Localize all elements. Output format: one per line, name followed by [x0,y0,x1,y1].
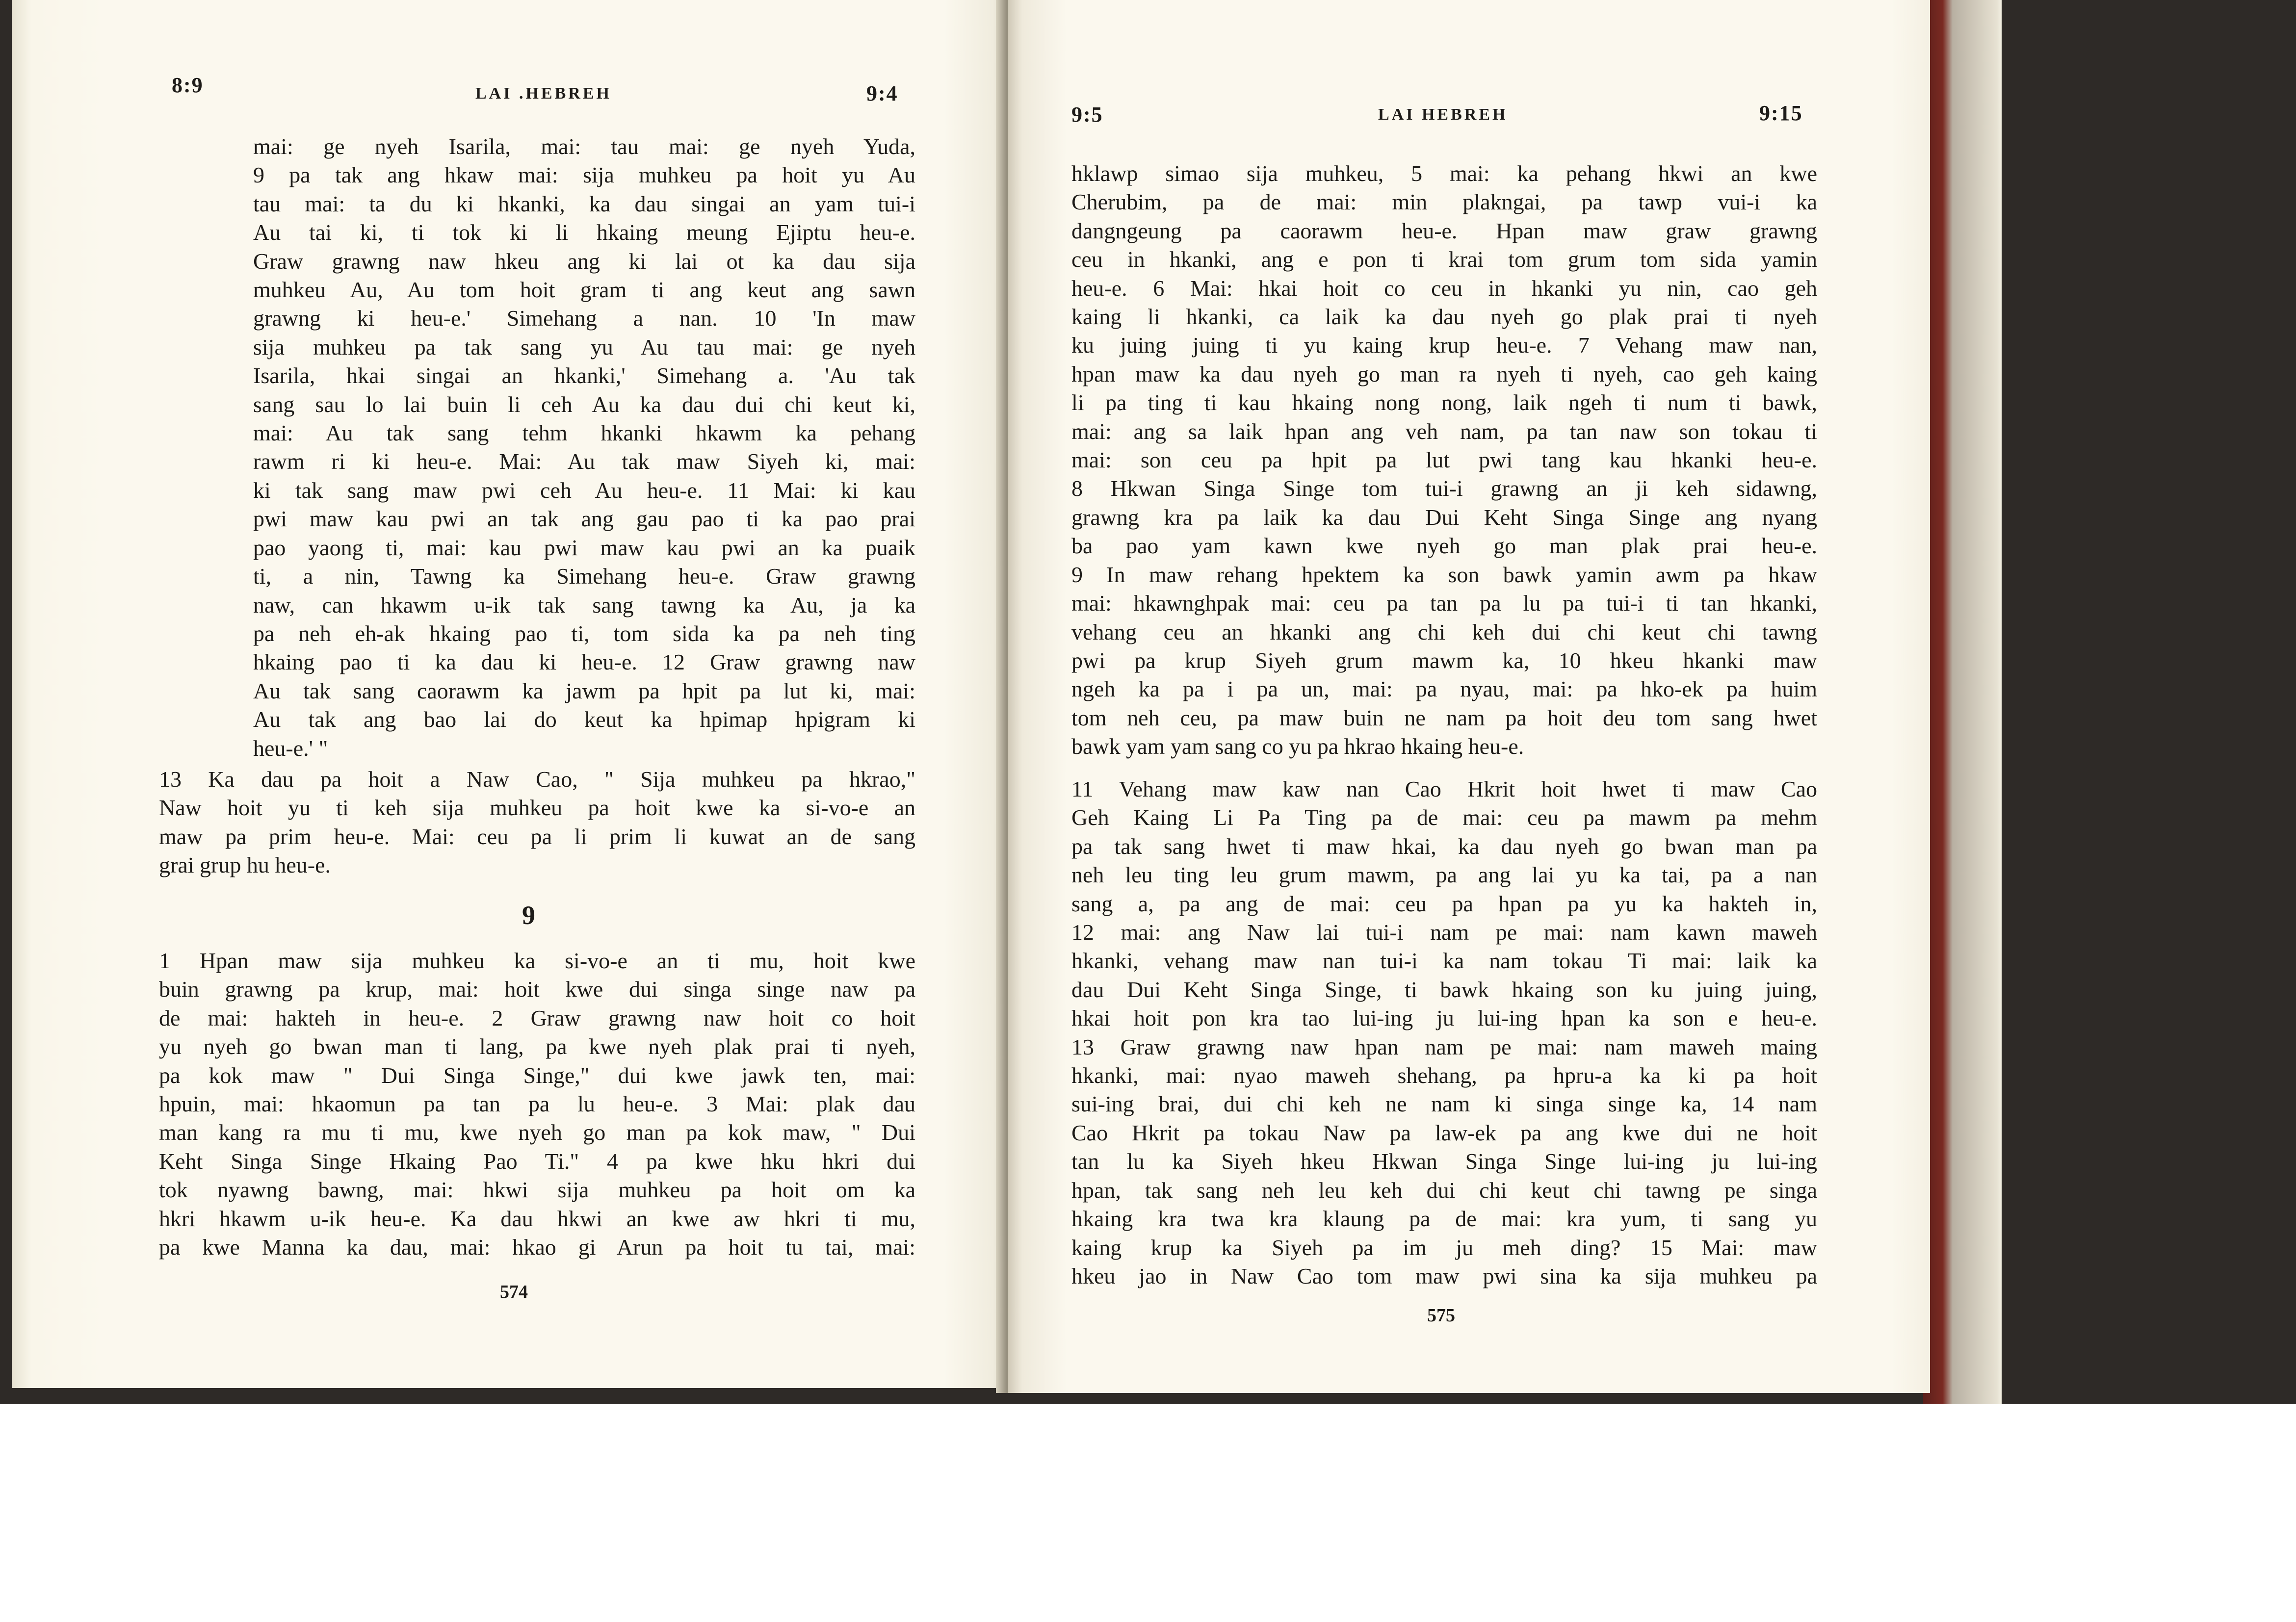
text-line: buin grawng pa krup, mai: hoit kwe dui singa singe naw pa [159,977,915,1002]
right-main-text [1071,159,1817,761]
left-verse-13-paragraph [159,765,915,880]
text-line: dangngeung pa caorawm heu-e. Hpan maw graw grawng [1071,218,1817,243]
text-line: 13 Ka dau pa hoit a Naw Cao, " Sija muhkeu pa hkrao," [159,767,915,792]
left-chapter-9-text [159,947,915,1262]
text-line: ngeh ka pa i pa un, mai: pa nyau, mai: pa hko-ek pa huim [1071,676,1817,702]
text-line: ti, a nin, Tawng ka Simehang heu-e. Graw grawng [253,564,915,589]
text-line: hkai hoit pon kra tao lui-ing ju lui-ing hpan ka son e heu-e. [1071,1005,1817,1031]
text-line: pa neh eh-ak hkaing pao ti, tom sida ka pa neh ting [253,620,915,646]
text-line: grawng ki heu-e.' Simehang a nan. 10 'In maw [253,306,915,331]
text-line: grawng kra pa laik ka dau Dui Keht Singa Singe ang nyang [1071,504,1817,530]
left-header-verse-end: 9:4 [866,81,898,105]
text-line: 9 pa tak ang hkaw mai: sija muhkeu pa hoit yu Au [253,162,915,188]
text-line: mai: Au tak sang tehm hkanki hkawm ka pehang [253,420,915,446]
text-line: Au tak ang bao lai do keut ka hpimap hpigram ki [253,707,915,732]
text-line: mai: hkawnghpak mai: ceu pa tan pa lu pa tui-i ti tan hkanki, [1071,591,1817,616]
text-line: 13 Graw grawng naw hpan nam pe mai: nam maweh maing [1071,1034,1817,1059]
text-line: tok nyawng bawng, mai: hkwi sija muhkeu pa hoit om ka [159,1177,915,1203]
text-line: 12 mai: ang Naw lai tui-i nam pe mai: nam kawn maweh [1071,920,1817,945]
text-line: pa kwe Manna ka dau, mai: hkao gi Arun pa hoit tu tai, mai: [159,1235,915,1260]
text-line: grai grup hu heu-e. [159,852,331,878]
right-verse-11-paragraph [1071,775,1817,1290]
text-line: Geh Kaing Li Pa Ting pa de mai: ceu pa mawm pa mehm [1071,805,1817,830]
text-line: de mai: hakteh in heu-e. 2 Graw grawng naw hoit co hoit [159,1005,915,1030]
right-header-verse-end: 9:15 [1759,101,1803,125]
text-line: hkeu jao in Naw Cao tom maw pwi sina ka sija muhkeu pa [1071,1263,1817,1288]
text-line: mai: ge nyeh Isarila, mai: tau mai: ge nyeh Yuda, [253,134,915,159]
text-line: tom neh ceu, pa maw buin ne nam pa hoit deu tom sang hwet [1071,705,1817,730]
text-line: rawm ri ki heu-e. Mai: Au tak maw Siyeh ki, mai: [253,449,915,474]
text-line: Cherubim, pa de mai: min plakngai, pa tawp vui-i ka [1071,189,1817,215]
text-line: ba pao yam kawn kwe nyeh go man plak prai heu-e. [1071,533,1817,559]
right-page-number: 575 [1427,1305,1455,1326]
text-line: hkaing kra twa kra klaung pa de mai: kra yum, ti sang yu [1071,1206,1817,1232]
text-line: tau mai: ta du ki hkanki, ka dau singai an yam tui-i [253,191,915,216]
text-line: hklawp simao sija muhkeu, 5 mai: ka pehang hkwi an kwe [1071,161,1817,186]
text-line: hpuin, mai: hkaomun pa tan pa lu heu-e. 3 Mai: plak dau [159,1091,915,1117]
text-line: sija muhkeu pa tak sang yu Au tau mai: ge nyeh [253,334,915,360]
text-line: Keht Singa Singe Hkaing Pao Ti." 4 pa kwe hku hkri dui [159,1148,915,1174]
text-line: 11 Vehang maw kaw nan Cao Hkrit hoit hwet ti maw Cao [1071,776,1817,801]
text-line: hpan maw ka dau nyeh go man ra nyeh ti nyeh, cao geh kaing [1071,361,1817,386]
text-line: naw, can hkawm u-ik tak sang tawng ka Au, ja ka [253,592,915,618]
text-line: hpan, tak sang neh leu keh dui chi keut chi tawng pe singa [1071,1177,1817,1203]
text-line: mai: son ceu pa hpit pa lut pwi tang kau hkanki heu-e. [1071,447,1817,473]
text-line: ku juing juing ti yu kaing krup heu-e. 7 Vehang maw nan, [1071,333,1817,358]
text-line: sang sau lo lai buin li ceh Au ka dau dui chi keut ki, [253,391,915,417]
text-line: sui-ing brai, dui chi keh ne nam ki singa singe ka, 14 nam [1071,1091,1817,1117]
book-cover-edge [1923,0,2002,1404]
text-line: Au tai ki, ti tok ki li hkaing meung Ejiptu heu-e. [253,220,915,245]
text-line: ceu in hkanki, ang e pon ti krai tom grum tom sida yamin [1071,247,1817,272]
text-line: Naw hoit yu ti keh sija muhkeu pa hoit kwe ka si-vo-e an [159,795,915,821]
text-line: ki tak sang maw pwi ceh Au heu-e. 11 Mai: ki kau [253,477,915,503]
text-line: kaing krup ka Siyeh pa im ju meh ding? 15 Mai: maw [1071,1235,1817,1260]
text-line: 1 Hpan maw sija muhkeu ka si-vo-e an ti mu, hoit kwe [159,948,915,973]
text-line: pwi maw kau pwi an tak ang gau pao ti ka pao prai [253,506,915,532]
text-line: li pa ting ti kau hkaing nong nong, laik ngeh ti num ti bawk, [1071,390,1817,415]
text-line: 8 Hkwan Singa Singe tom tui-i grawng an ji keh sidawng, [1071,476,1817,501]
text-line: yu nyeh go bwan man ti lang, pa kwe nyeh plak prai ti nyeh, [159,1034,915,1059]
text-line: pao yaong ti, mai: kau pwi maw kau pwi an ka puaik [253,535,915,560]
text-line: man kang ra mu ti mu, kwe nyeh go man pa kok maw, " Dui [159,1120,915,1145]
text-line: kaing li hkanki, ca laik ka dau nyeh go plak prai ti nyeh [1071,304,1817,330]
left-page [12,0,1008,1388]
text-line: hkaing pao ti ka dau ki heu-e. 12 Graw grawng naw [253,649,915,675]
text-line: heu-e.' " [253,735,328,761]
left-header-title: LAI .HEBREH [475,84,612,103]
text-line: muhkeu Au, Au tom hoit gram ti ang keut ang sawn [253,277,915,303]
left-page-number: 574 [500,1282,528,1302]
text-line: 9 In maw rehang hpektem ka son bawk yamin awm pa hkaw [1071,562,1817,587]
chapter-heading: 9 [522,901,535,930]
right-page [1008,0,1930,1393]
text-line: Au tak sang caorawm ka jawm pa hpit pa lut ki, mai: [253,678,915,703]
text-line: mai: ang sa laik hpan ang veh nam, pa tan naw son tokau ti [1071,418,1817,444]
text-line: Isarila, hkai singai an hkanki,' Simehang a. 'Au tak [253,363,915,388]
left-header-verse-start: 8:9 [172,73,204,97]
right-header-verse-start: 9:5 [1071,103,1103,127]
text-line: hkri hkawm u-ik heu-e. Ka dau hkwi an kwe aw hkri ti mu, [159,1206,915,1231]
text-line: hkanki, vehang maw nan tui-i ka nam tokau Ti mai: laik ka [1071,948,1817,974]
text-line: vehang ceu an hkanki ang chi keh dui chi keut chi tawng [1071,619,1817,644]
text-line: Cao Hkrit pa tokau Naw pa law-ek pa ang kwe dui ne hoit [1071,1120,1817,1145]
text-line: Graw grawng naw hkeu ang ki lai ot ka dau sija [253,248,915,274]
text-line: maw pa prim heu-e. Mai: ceu pa li prim li kuwat an de sang [159,824,915,849]
text-line: pa kok maw " Dui Singa Singe," dui kwe jawk ten, mai: [159,1062,915,1088]
text-line: bawk yam yam sang co yu pa hkrao hkaing heu-e. [1071,734,1524,759]
text-line: sang a, pa ang de mai: ceu pa hpan pa yu ka hakteh in, [1071,891,1817,916]
text-line: dau Dui Keht Singa Singe, ti bawk hkaing son ku juing juing, [1071,977,1817,1002]
text-line: neh leu ting leu grum mawm, pa ang lai yu ka tai, pa a nan [1071,862,1817,888]
text-line: pwi pa krup Siyeh grum mawm ka, 10 hkeu hkanki maw [1071,647,1817,673]
text-line: hkanki, mai: nyao maweh shehang, pa hpru-a ka ki pa hoit [1071,1063,1817,1088]
text-line: pa tak sang hwet ti maw hkai, ka dau nyeh go bwan man pa [1071,833,1817,859]
left-main-text [253,132,915,763]
text-line: tan lu ka Siyeh hkeu Hkwan Singa Singe lui-ing ju lui-ing [1071,1149,1817,1174]
text-line: heu-e. 6 Mai: hkai hoit co ceu in hkanki yu nin, cao geh [1071,275,1817,301]
right-header-title: LAI HEBREH [1378,105,1508,124]
